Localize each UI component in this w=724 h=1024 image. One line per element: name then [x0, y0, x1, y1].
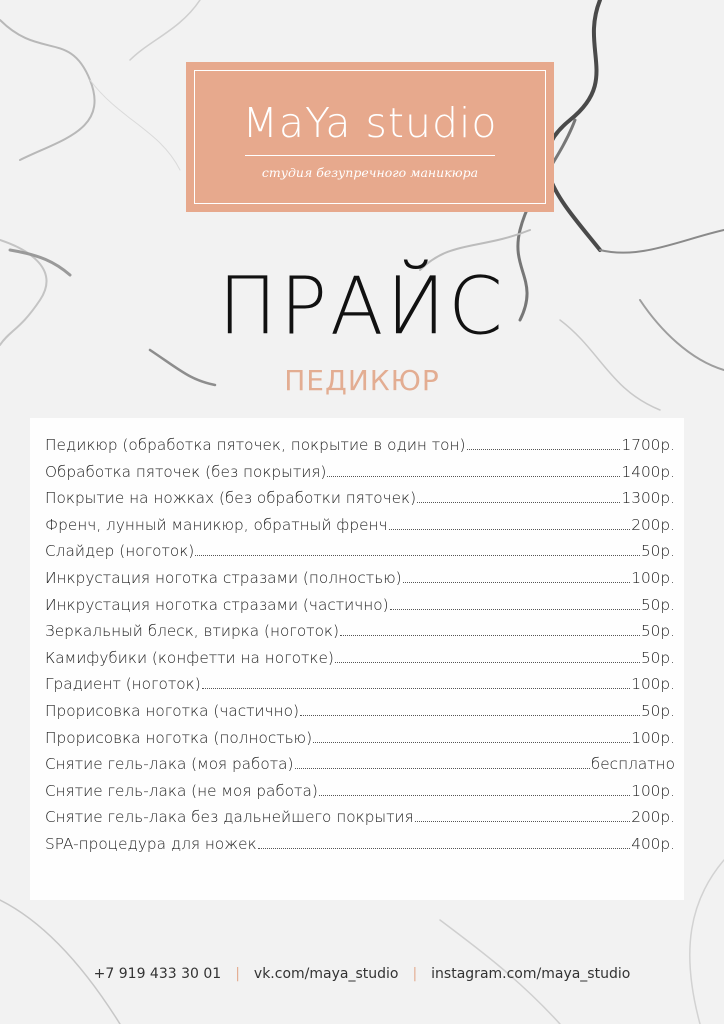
service-price: 100р. [631, 675, 675, 694]
service-price: 100р. [631, 781, 675, 800]
service-price: 50р. [640, 622, 675, 641]
contact-footer [0, 966, 724, 982]
service-name: Снятие гель-лака (не моя работа) [45, 781, 318, 800]
dot-leader [202, 688, 631, 689]
phone-number[interactable]: +7 919 433 30 01 [93, 966, 222, 982]
service-name: Зеркальный блеск, втирка (ноготок) [45, 622, 339, 641]
service-price: 50р. [640, 595, 675, 614]
service-name: Слайдер (ноготок) [45, 542, 195, 561]
service-name: Прорисовка ноготка (частично) [45, 701, 299, 720]
service-price: 50р. [640, 542, 675, 561]
dot-leader [295, 768, 590, 769]
dot-leader [389, 529, 631, 530]
service-price: 100р. [631, 568, 675, 587]
price-row [45, 489, 675, 516]
price-row [45, 436, 675, 463]
footer-separator: | [412, 966, 418, 982]
logo-box [186, 62, 554, 212]
price-row [45, 755, 675, 782]
service-name: Градиент (ноготок) [45, 675, 201, 694]
price-list [45, 436, 675, 862]
footer-separator: | [235, 966, 240, 982]
service-price: 1300р. [621, 489, 675, 508]
service-name: Камифубики (конфетти на ноготке) [45, 648, 334, 667]
service-price: 200р. [631, 808, 675, 827]
logo-frame [194, 70, 546, 204]
dot-leader [403, 582, 631, 583]
dot-leader [335, 662, 640, 663]
price-row [45, 516, 675, 543]
service-name: Обработка пяточек (без покрытия) [45, 462, 327, 481]
service-name: Прорисовка ноготка (полностью) [45, 728, 313, 747]
brand-tagline: студия безупречного маникюра [261, 165, 479, 180]
price-row [45, 622, 675, 649]
brand-divider [245, 155, 495, 156]
service-price: 100р. [631, 728, 675, 747]
service-price: 400р. [631, 834, 675, 853]
service-name: Инкрустация ноготка стразами (полностью) [45, 568, 402, 587]
page-title: ПРАЙС [218, 261, 506, 353]
price-row [45, 729, 675, 756]
service-price: 50р. [640, 701, 675, 720]
price-row [45, 569, 675, 596]
instagram-link[interactable]: instagram.com/maya_studio [431, 966, 631, 982]
dot-leader [390, 609, 640, 610]
price-row [45, 782, 675, 809]
price-row [45, 808, 675, 835]
price-row [45, 463, 675, 490]
service-name: Френч, лунный маникюр, обратный френч [45, 515, 388, 534]
dot-leader [258, 848, 631, 849]
dot-leader [417, 502, 620, 503]
dot-leader [300, 715, 640, 716]
service-price: 1400р. [621, 462, 675, 481]
dot-leader [313, 742, 630, 743]
dot-leader [415, 821, 631, 822]
price-row [45, 835, 675, 862]
dot-leader [340, 635, 640, 636]
price-row [45, 596, 675, 623]
service-name: Снятие гель-лака без дальнейшего покрытия [45, 808, 414, 827]
service-price: 1700р. [621, 436, 675, 454]
service-name: Инкрустация ноготка стразами (частично) [45, 595, 389, 614]
price-row [45, 702, 675, 729]
service-price: 50р. [640, 648, 675, 667]
service-name: SPA-процедура для ножек [45, 834, 257, 853]
service-name: Педикюр (обработка пяточек, покрытие в один тон) [45, 436, 466, 454]
dot-leader [467, 449, 621, 450]
section-title: ПЕДИКЮР [284, 364, 440, 397]
service-name: Покрытие на ножках (без обработки пяточек) [45, 489, 417, 508]
dot-leader [327, 476, 620, 477]
price-row [45, 675, 675, 702]
service-price: 200р. [631, 515, 675, 534]
dot-leader [319, 795, 630, 796]
price-row [45, 649, 675, 676]
dot-leader [195, 555, 640, 556]
brand-name: MaYa studio [242, 99, 498, 147]
vk-link[interactable]: vk.com/maya_studio [253, 966, 399, 982]
price-row [45, 542, 675, 569]
service-price: бесплатно [590, 755, 675, 774]
service-name: Снятие гель-лака (моя работа) [45, 755, 294, 774]
